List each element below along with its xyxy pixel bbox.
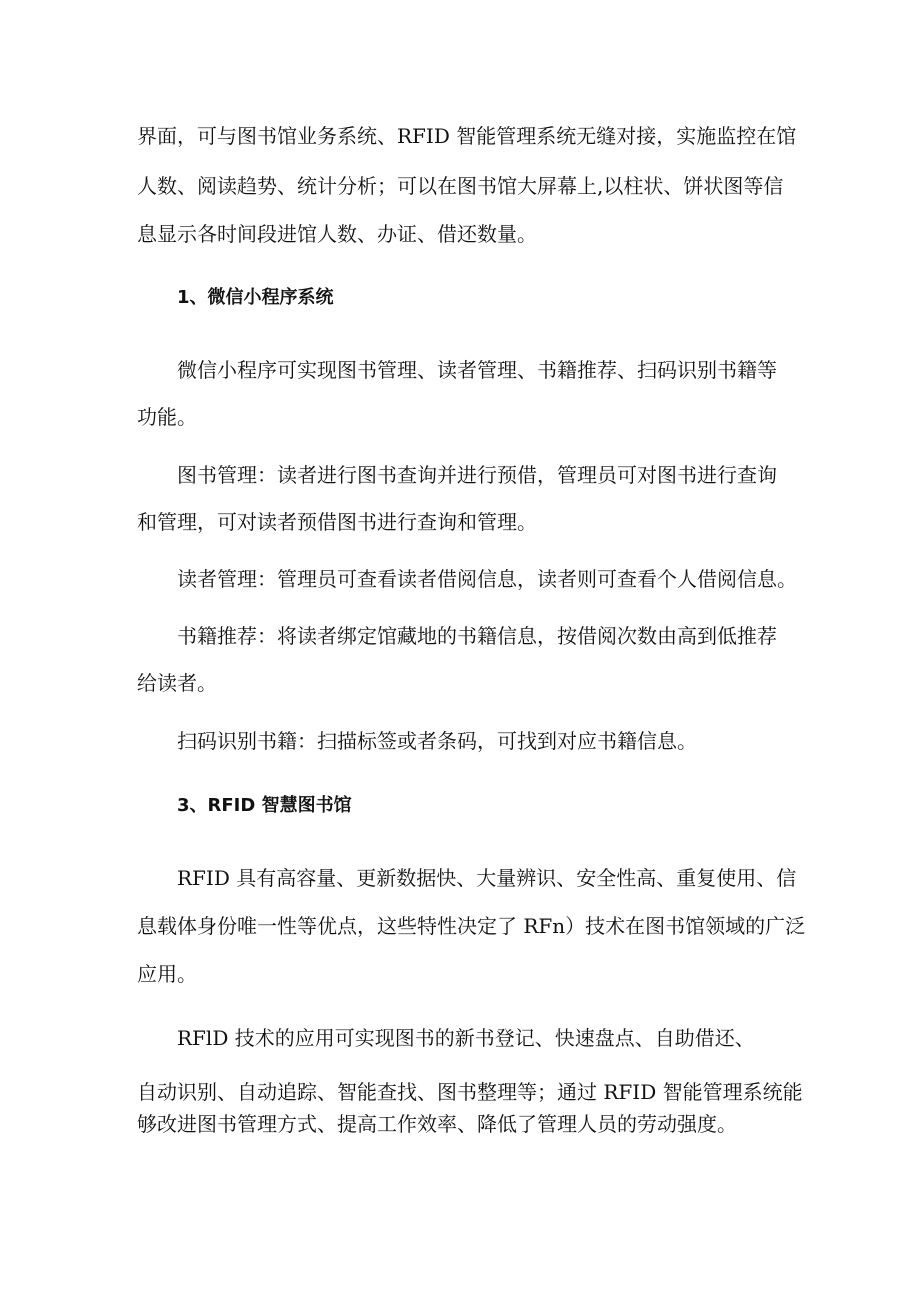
paragraph-line: 自动识别、自动追踪、智能查找、图书整理等；通过 RFID 智能管理系统能	[137, 1080, 803, 1104]
section-heading: 3、RFID 智慧图书馆	[177, 795, 352, 816]
paragraph-line: 功能。	[137, 405, 197, 429]
paragraph-line: RFID 具有高容量、更新数据快、大量辨识、安全性高、重复使用、信	[177, 866, 797, 890]
section-heading: 1、微信小程序系统	[177, 287, 334, 308]
paragraph-line: 人数、阅读趋势、统计分析；可以在图书馆大屏幕上,以柱状、饼状图等信	[137, 174, 784, 198]
paragraph-line: 给读者。	[137, 671, 217, 695]
paragraph-line: 图书管理：读者进行图书查询并进行预借，管理员可对图书进行查询	[177, 463, 777, 487]
paragraph-line: 微信小程序可实现图书管理、读者管理、书籍推荐、扫码识别书籍等	[177, 358, 777, 382]
paragraph-line: 息载体身份唯一性等优点，这些特性决定了 RFn）技术在图书馆领域的广泛	[137, 914, 806, 938]
paragraph-line: 界面，可与图书馆业务系统、RFID 智能管理系统无缝对接，实施监控在馆	[137, 124, 797, 148]
paragraph-line: 和管理，可对读者预借图书进行查询和管理。	[137, 510, 537, 534]
paragraph-line: 够改进图书管理方式、提高工作效率、降低了管理人员的劳动强度。	[137, 1112, 737, 1136]
paragraph-line: 息显示各时间段进馆人数、办证、借还数量。	[137, 222, 537, 246]
paragraph-line: 应用。	[137, 962, 197, 986]
paragraph-line: 扫码识别书籍：扫描标签或者条码，可找到对应书籍信息。	[177, 729, 697, 753]
paragraph-line: RFlD 技术的应用可实现图书的新书登记、快速盘点、自助借还、	[177, 1026, 755, 1050]
paragraph-line: 书籍推荐：将读者绑定馆藏地的书籍信息，按借阅次数由高到低推荐	[177, 624, 777, 648]
paragraph-line: 读者管理：管理员可查看读者借阅信息，读者则可查看个人借阅信息。	[177, 567, 797, 591]
